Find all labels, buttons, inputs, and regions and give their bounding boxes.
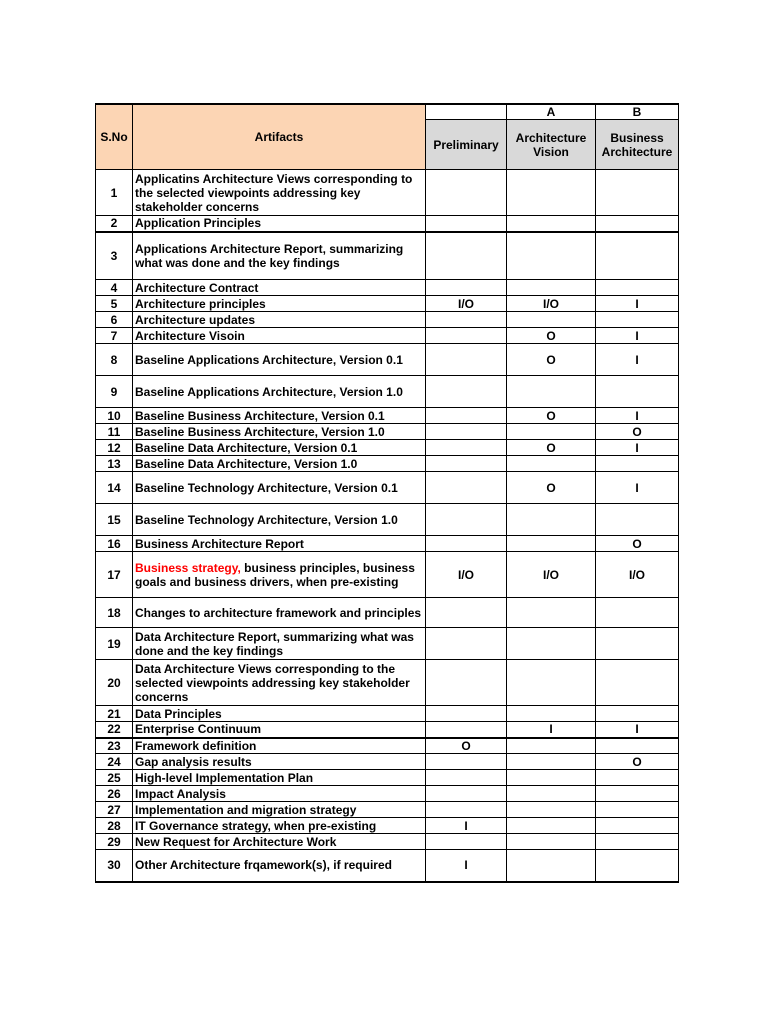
preliminary-cell	[426, 660, 507, 706]
artifact-name: Application Principles	[133, 216, 426, 232]
business-architecture-cell: O	[596, 536, 679, 552]
table-row	[96, 770, 679, 786]
artifact-name: Impact Analysis	[133, 786, 426, 802]
artifact-name: Data Architecture Report, summarizing what was done and the key findings	[133, 628, 426, 660]
table-row	[96, 472, 679, 504]
column-letter: A	[507, 104, 596, 120]
business-architecture-cell: I	[596, 440, 679, 456]
business-architecture-cell: I	[596, 408, 679, 424]
business-architecture-cell: I	[596, 472, 679, 504]
preliminary-cell: I/O	[426, 296, 507, 312]
business-architecture-header: Business Architecture	[596, 120, 679, 170]
row-number: 20	[96, 660, 133, 706]
artifact-name: Baseline Applications Architecture, Version 0.1	[133, 344, 426, 376]
table-row	[96, 280, 679, 296]
artifact-name: Baseline Technology Architecture, Version 0.1	[133, 472, 426, 504]
architecture-vision-cell	[507, 216, 596, 232]
preliminary-cell: I/O	[426, 552, 507, 598]
architecture-vision-cell	[507, 504, 596, 536]
table-row	[96, 440, 679, 456]
row-number: 24	[96, 754, 133, 770]
preliminary-cell	[426, 232, 507, 280]
architecture-vision-cell	[507, 834, 596, 850]
preliminary-cell	[426, 328, 507, 344]
table-row	[96, 536, 679, 552]
artifact-name: Data Architecture Views corresponding to the selected viewpoints addressing key stakeholder concerns	[133, 660, 426, 706]
row-number: 27	[96, 802, 133, 818]
row-number: 17	[96, 552, 133, 598]
preliminary-cell	[426, 344, 507, 376]
artifact-rest: business principles, business goals and business drivers, when pre-existing	[135, 560, 415, 589]
table-row	[96, 312, 679, 328]
business-architecture-cell: I/O	[596, 552, 679, 598]
table-row	[96, 216, 679, 232]
business-architecture-cell	[596, 660, 679, 706]
row-number: 9	[96, 376, 133, 408]
business-architecture-cell	[596, 280, 679, 296]
business-architecture-cell	[596, 786, 679, 802]
business-architecture-cell	[596, 504, 679, 536]
business-architecture-cell	[596, 770, 679, 786]
architecture-vision-cell: I/O	[507, 552, 596, 598]
row-number: 12	[96, 440, 133, 456]
artifact-name: Applicatins Architecture Views corresponding to the selected viewpoints addressing key stakeholder concerns	[133, 170, 426, 216]
row-number: 2	[96, 216, 133, 232]
table-row	[96, 660, 679, 706]
architecture-vision-cell	[507, 628, 596, 660]
architecture-vision-cell: I/O	[507, 296, 596, 312]
artifact-name: Changes to architecture framework and principles	[133, 598, 426, 628]
preliminary-cell	[426, 834, 507, 850]
architecture-vision-header: Architecture Vision	[507, 120, 596, 170]
sno-header: S.No	[96, 104, 133, 170]
table-row	[96, 170, 679, 216]
table-row	[96, 628, 679, 660]
architecture-vision-cell: O	[507, 472, 596, 504]
preliminary-cell	[426, 628, 507, 660]
table-row	[96, 706, 679, 722]
preliminary-header: Preliminary	[426, 120, 507, 170]
table-row	[96, 738, 679, 754]
artifact-name: Data Principles	[133, 706, 426, 722]
business-architecture-cell	[596, 170, 679, 216]
artifact-name: High-level Implementation Plan	[133, 770, 426, 786]
artifact-name: Business Architecture Report	[133, 536, 426, 552]
architecture-vision-cell	[507, 802, 596, 818]
table-row	[96, 424, 679, 440]
table-row	[96, 344, 679, 376]
artifact-name: Framework definition	[133, 738, 426, 754]
architecture-vision-cell	[507, 850, 596, 882]
preliminary-cell	[426, 770, 507, 786]
business-architecture-cell: O	[596, 424, 679, 440]
table-row	[96, 456, 679, 472]
preliminary-cell	[426, 456, 507, 472]
table-row	[96, 786, 679, 802]
preliminary-cell	[426, 786, 507, 802]
business-architecture-cell: I	[596, 328, 679, 344]
table-row	[96, 834, 679, 850]
architecture-vision-cell	[507, 770, 596, 786]
preliminary-cell: I	[426, 818, 507, 834]
artifact-name: Applications Architecture Report, summarizing what was done and the key findings	[133, 232, 426, 280]
preliminary-cell	[426, 216, 507, 232]
business-architecture-cell	[596, 312, 679, 328]
preliminary-cell	[426, 280, 507, 296]
business-architecture-cell	[596, 376, 679, 408]
preliminary-cell: O	[426, 738, 507, 754]
business-architecture-cell	[596, 706, 679, 722]
row-number: 10	[96, 408, 133, 424]
business-architecture-cell: I	[596, 344, 679, 376]
table-row	[96, 754, 679, 770]
architecture-vision-cell: I	[507, 722, 596, 738]
table-row	[96, 376, 679, 408]
business-architecture-cell: I	[596, 296, 679, 312]
row-number: 7	[96, 328, 133, 344]
architecture-vision-cell: O	[507, 408, 596, 424]
architecture-vision-cell	[507, 536, 596, 552]
artifact-name: Gap analysis results	[133, 754, 426, 770]
table-row	[96, 232, 679, 280]
artifact-name: Enterprise Continuum	[133, 722, 426, 738]
row-number: 26	[96, 786, 133, 802]
row-number: 11	[96, 424, 133, 440]
row-number: 14	[96, 472, 133, 504]
preliminary-cell	[426, 536, 507, 552]
preliminary-cell	[426, 376, 507, 408]
architecture-vision-cell	[507, 754, 596, 770]
preliminary-cell: I	[426, 850, 507, 882]
preliminary-cell	[426, 312, 507, 328]
row-number: 5	[96, 296, 133, 312]
business-architecture-cell	[596, 628, 679, 660]
table-row	[96, 328, 679, 344]
business-architecture-cell	[596, 216, 679, 232]
preliminary-cell	[426, 722, 507, 738]
row-number: 13	[96, 456, 133, 472]
preliminary-cell	[426, 472, 507, 504]
preliminary-cell	[426, 504, 507, 536]
architecture-vision-cell: O	[507, 328, 596, 344]
table-row	[96, 552, 679, 598]
artifact-highlight: Business strategy,	[135, 560, 241, 575]
artifacts-table	[95, 103, 679, 883]
row-number: 1	[96, 170, 133, 216]
artifact-name: Architecture Visoin	[133, 328, 426, 344]
artifact-name	[133, 552, 426, 598]
row-number: 25	[96, 770, 133, 786]
table-row	[96, 850, 679, 882]
artifact-name: Architecture principles	[133, 296, 426, 312]
artifacts-header: Artifacts	[133, 104, 426, 170]
row-number: 22	[96, 722, 133, 738]
architecture-vision-cell: O	[507, 344, 596, 376]
row-number: 18	[96, 598, 133, 628]
table-row	[96, 504, 679, 536]
preliminary-cell	[426, 408, 507, 424]
table-row	[96, 802, 679, 818]
row-number: 28	[96, 818, 133, 834]
architecture-vision-cell	[507, 818, 596, 834]
architecture-vision-cell	[507, 786, 596, 802]
business-architecture-cell: I	[596, 722, 679, 738]
artifact-name: Baseline Technology Architecture, Version 1.0	[133, 504, 426, 536]
table-row	[96, 722, 679, 738]
business-architecture-cell	[596, 232, 679, 280]
column-letter: B	[596, 104, 679, 120]
architecture-vision-cell	[507, 598, 596, 628]
business-architecture-cell	[596, 850, 679, 882]
architecture-vision-cell	[507, 280, 596, 296]
artifact-name: Baseline Business Architecture, Version 0.1	[133, 408, 426, 424]
row-number: 3	[96, 232, 133, 280]
table-row	[96, 408, 679, 424]
business-architecture-cell: O	[596, 754, 679, 770]
artifact-name: Architecture Contract	[133, 280, 426, 296]
architecture-vision-cell	[507, 456, 596, 472]
business-architecture-cell	[596, 738, 679, 754]
row-number: 29	[96, 834, 133, 850]
artifact-name: Implementation and migration strategy	[133, 802, 426, 818]
table-row	[96, 818, 679, 834]
table-row	[96, 598, 679, 628]
row-number: 15	[96, 504, 133, 536]
business-architecture-cell	[596, 818, 679, 834]
row-number: 6	[96, 312, 133, 328]
architecture-vision-cell	[507, 376, 596, 408]
artifact-name: Baseline Applications Architecture, Version 1.0	[133, 376, 426, 408]
architecture-vision-cell	[507, 424, 596, 440]
business-architecture-cell	[596, 834, 679, 850]
architecture-vision-cell	[507, 232, 596, 280]
row-number: 19	[96, 628, 133, 660]
artifact-name: Baseline Data Architecture, Version 1.0	[133, 456, 426, 472]
row-number: 30	[96, 850, 133, 882]
row-number: 23	[96, 738, 133, 754]
preliminary-cell	[426, 440, 507, 456]
artifact-name: Architecture updates	[133, 312, 426, 328]
business-architecture-cell	[596, 456, 679, 472]
business-architecture-cell	[596, 598, 679, 628]
preliminary-cell	[426, 424, 507, 440]
preliminary-cell	[426, 706, 507, 722]
architecture-vision-cell	[507, 738, 596, 754]
row-number: 16	[96, 536, 133, 552]
preliminary-cell	[426, 754, 507, 770]
architecture-vision-cell	[507, 312, 596, 328]
artifact-name: Baseline Business Architecture, Version 1.0	[133, 424, 426, 440]
row-number: 21	[96, 706, 133, 722]
preliminary-cell	[426, 170, 507, 216]
architecture-vision-cell	[507, 660, 596, 706]
artifact-name: Baseline Data Architecture, Version 0.1	[133, 440, 426, 456]
architecture-vision-cell	[507, 170, 596, 216]
column-letter	[426, 104, 507, 120]
preliminary-cell	[426, 598, 507, 628]
table-row	[96, 296, 679, 312]
row-number: 8	[96, 344, 133, 376]
architecture-vision-cell: O	[507, 440, 596, 456]
artifact-name: New Request for Architecture Work	[133, 834, 426, 850]
architecture-vision-cell	[507, 706, 596, 722]
preliminary-cell	[426, 802, 507, 818]
business-architecture-cell	[596, 802, 679, 818]
artifact-name: IT Governance strategy, when pre-existing	[133, 818, 426, 834]
artifact-name: Other Architecture frqamework(s), if required	[133, 850, 426, 882]
row-number: 4	[96, 280, 133, 296]
